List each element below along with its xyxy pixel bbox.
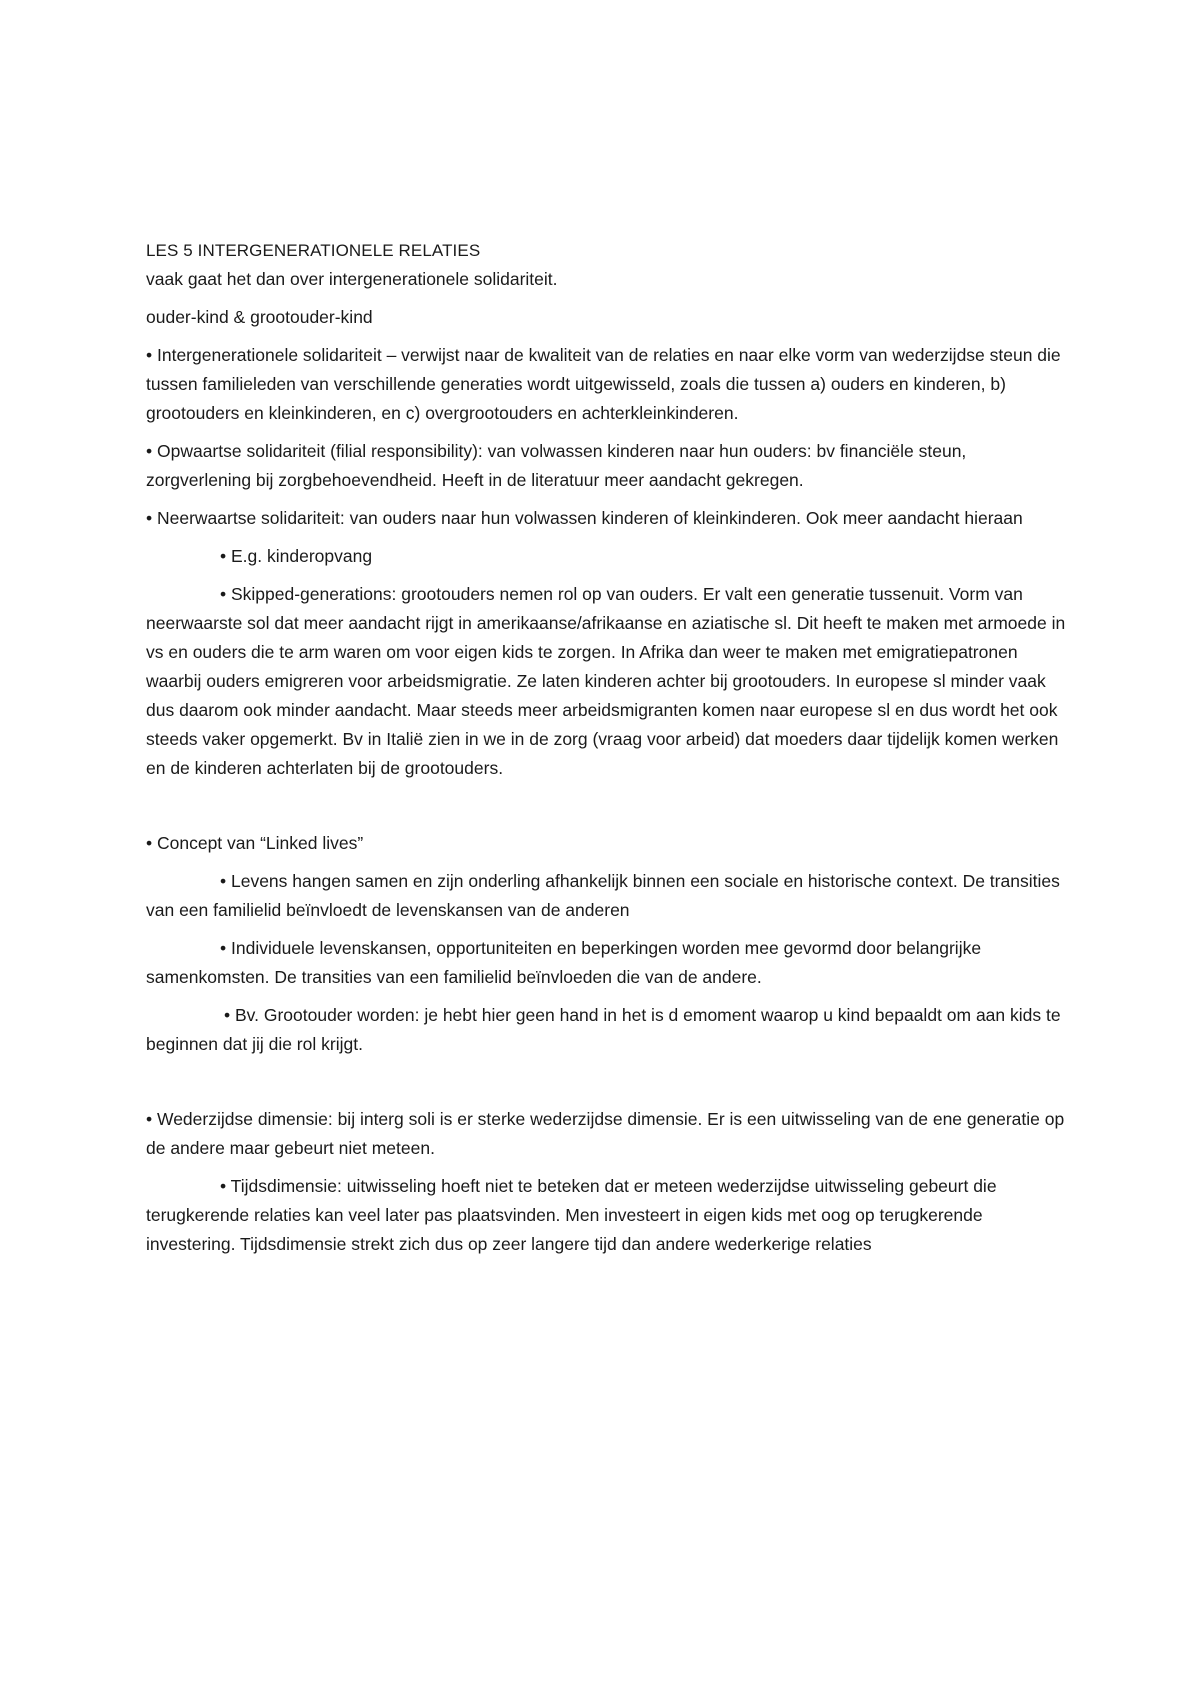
sub-bullet-time-dimension: • Tijdsdimensie: uitwisseling hoeft niet te beteken dat er meteen wederzijdse uitwisseling gebeurt die terugkerende relaties kan veel later pas plaatsvinden. Men investeert in eigen kids met oog op terugkerende investering. Tijdsdimensie strekt zich dus op zeer langere tijd dan andere wederkerige relaties xyxy=(146,1176,997,1254)
bullet-intergenerational-solidarity: • Intergenerationele solidariteit – verwijst naar de kwaliteit van de relaties en naar elke vorm van wederzijdse steun die tussen familieleden van verschillende generaties wordt uitgewisseld, zoals die tussen a) ouders en kinderen, b) grootouders en kleinkinderen, en c) overgrootouders en achterkleinkinderen. xyxy=(146,345,1061,423)
sub-bullet-interdependent-lives: • Levens hangen samen en zijn onderling afhankelijk binnen een sociale en historische context. De transities van een familielid beïnvloedt de levenskansen van de anderen xyxy=(146,871,1060,920)
sub-bullet-skipped-generations: • Skipped-generations: grootouders nemen rol op van ouders. Er valt een generatie tussenuit. Vorm van neerwaarste sol dat meer aandacht rijgt in amerikaanse/afrikaanse en aziatische sl. Dit heeft te maken met armoede in vs en ouders die te arm waren om voor eigen kids te zorgen. In Afrika dan weer te maken met emigratiepatronen waarbij ouders emigreren voor arbeidsmigratie. Ze laten kinderen achter bij grootouders. In europese sl minder vaak dus daarom ook minder aandacht. Maar steeds meer arbeidsmigranten komen naar europese sl en dus wordt het ook steeds vaker opgemerkt. Bv in Italië zien in we in de zorg (vraag voor arbeid) dat moeders daar tijdelijk komen werken en de kinderen achterlaten bij de grootouders. xyxy=(146,584,1066,778)
sub-bullet-childcare: • E.g. kinderopvang xyxy=(220,546,373,566)
sub-bullet-life-chances: • Individuele levenskansen, opportuniteiten en beperkingen worden mee gevormd door belangrijke samenkomsten. De transities van een familielid beïnvloeden die van de andere. xyxy=(146,938,982,987)
bullet-reciprocal-dimension: • Wederzijdse dimensie: bij interg soli is er sterke wederzijdse dimensie. Er is een uitwisseling van de ene generatie op de andere maar gebeurt niet meteen. xyxy=(146,1109,1065,1158)
document-title: LES 5 INTERGENERATIONELE RELATIES xyxy=(146,241,481,260)
bullet-downward-solidarity: • Neerwaartse solidariteit: van ouders naar hun volwassen kinderen of kleinkinderen. Ook meer aandacht hieraan xyxy=(146,508,1023,528)
bullet-upward-solidarity: • Opwaartse solidariteit (filial responsibility): van volwassen kinderen naar hun ouders: bv financiële steun, zorgverlening bij zorgbehoevendheid. Heeft in de literatuur meer aandacht gekregen. xyxy=(146,441,967,490)
document-body xyxy=(146,236,1076,1259)
bullet-linked-lives: • Concept van “Linked lives” xyxy=(146,833,364,853)
paragraph-intro: vaak gaat het dan over intergenerationele solidariteit. xyxy=(146,269,558,289)
sub-bullet-grandparent-example: • Bv. Grootouder worden: je hebt hier geen hand in het is d emoment waarop u kind bepaaldt om aan kids te beginnen dat jij die rol krijgt. xyxy=(146,1005,1061,1054)
paragraph-relations: ouder-kind & grootouder-kind xyxy=(146,307,373,327)
